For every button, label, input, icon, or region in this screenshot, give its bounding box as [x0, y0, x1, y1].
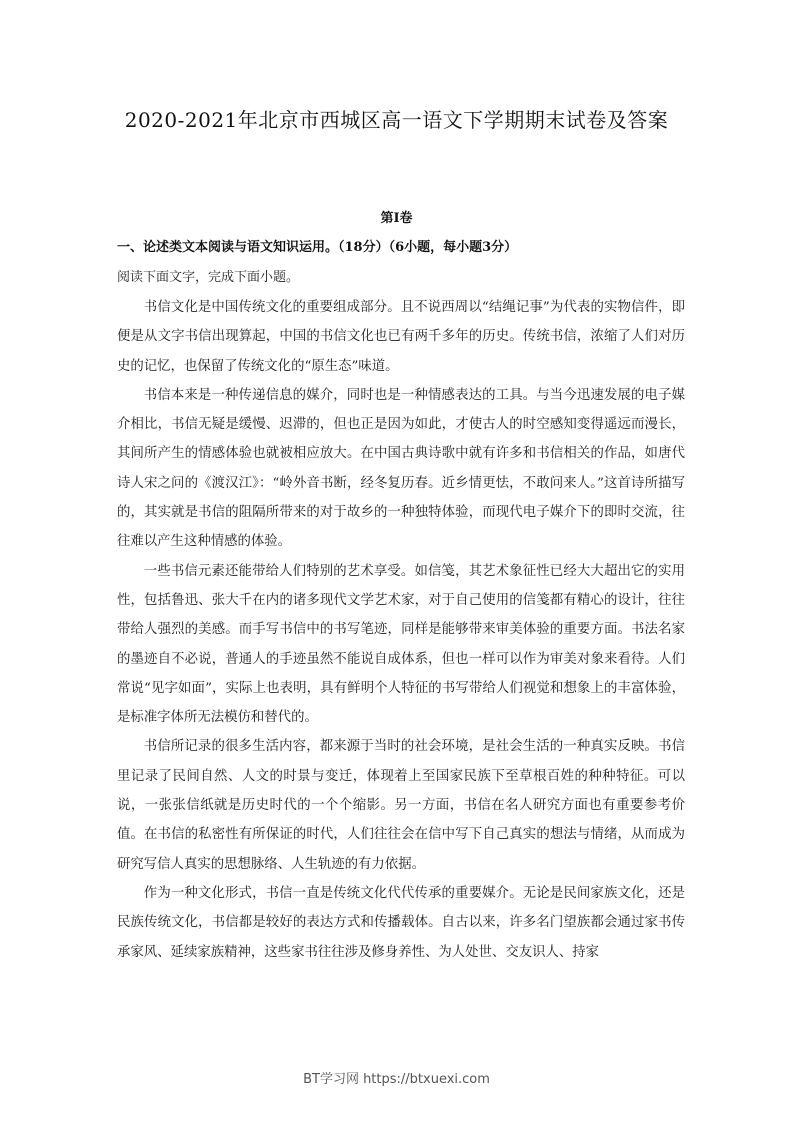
passage-paragraph: 书信所记录的很多生活内容，都来源于当时的社会环境，是社会生活的一种真实反映。书信里记录了民间自然、人文的时景与变迁，体现着上至国家民族下至草根百姓的种种特征。可以说，一张张信纸就是历史时代的一个个缩影。另一方面，书信在名人研究方面也有重要参考价值。在书信的私密性有所保证的时代，人们往往会在信中写下自己真实的想法与情绪，从而成为研究写信人真实的思想脉络、人生轨迹的有力依据。	[117, 739, 685, 872]
question-heading: 一、论述类文本阅读与语文知识运用。（18分）（6小题，每小题3分）	[117, 240, 518, 255]
reading-passage	[117, 293, 685, 967]
footer-watermark: BT学习网 https://btxuexi.com	[303, 1072, 490, 1087]
section-title: 第Ⅰ卷	[380, 211, 413, 226]
passage-paragraph: 书信文化是中国传统文化的重要组成部分。且不说西周以“结绳记事”为代表的实物信件，即便是从文字书信出现算起，中国的书信文化也已有两千多年的历史。传统书信，浓缩了人们对历史的记忆，也保留了传统文化的“原生态”味道。	[117, 300, 685, 374]
passage-paragraph: 作为一种文化形式，书信一直是传统文化代代传承的重要媒介。无论是民间家族文化，还是民族传统文化，书信都是较好的表达方式和传播载体。自古以来，许多名门望族都会通过家书传承家风、延续家族精神，这些家书往往涉及修身养性、为人处世、交友识人、持家	[117, 885, 685, 960]
document-title: 2020-2021年北京市西城区高一语文下学期期末试卷及答案	[124, 108, 669, 132]
passage-paragraph: 一些书信元素还能带给人们特别的艺术享受。如信笺，其艺术象征性已经大大超出它的实用性，包括鲁迅、张大千在内的诸多现代文学艺术家，对于自己使用的信笺都有精心的设计，往往带给人强烈的美感。而手写书信中的书写笔迹，同样是能够带来审美体验的重要方面。书法名家的墨迹自不必说，普通人的手迹虽然不能说自成体系，但也一样可以作为审美对象来看待。人们常说“见字如面”，实际上也表明，具有鲜明个人特征的书写带给人们视觉和想象上的丰富体验，是标准字体所无法模仿和替代的。	[117, 563, 685, 726]
passage-paragraph: 书信本来是一种传递信息的媒介，同时也是一种情感表达的工具。与当今迅速发展的电子媒介相比，书信无疑是缓慢、迟滞的，但也正是因为如此，才使古人的时空感知变得遥远而漫长，其间所产生的情感体验也就被相应放大。在中国古典诗歌中就有许多和书信相关的作品，如唐代诗人宋之问的《渡汉江》：“岭外音书断，经冬复历春。近乡情更怯，不敢问来人。”这首诗所描写的，其实就是书信的阻隔所带来的对于故乡的一种独特体验，而现代电子媒介下的即时交流，往往难以产生这种情感的体验。	[117, 387, 685, 550]
reading-instruction: 阅读下面文字，完成下面小题。	[117, 270, 300, 285]
